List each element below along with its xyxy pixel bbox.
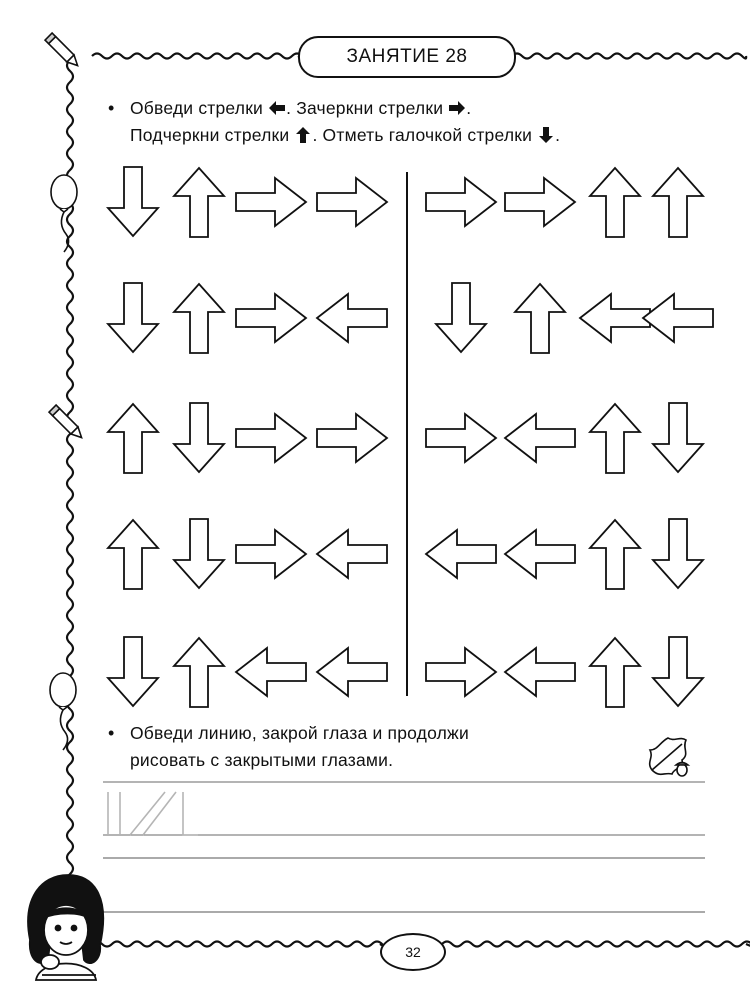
arrow-left-icon [317, 294, 387, 342]
arrow-down-icon [174, 403, 224, 472]
arrow-up-icon [590, 520, 640, 589]
task2-line2: рисовать с закрытыми глазами. [130, 750, 394, 770]
arrow-right-icon [426, 648, 496, 696]
instr-check-text: . Отметь галочкой стрелки [312, 125, 533, 145]
arrow-left-icon [643, 294, 713, 342]
instr-underline-text: Подчеркни стрелки [130, 125, 290, 145]
bullet: • [108, 723, 115, 743]
arrow-down-icon [174, 519, 224, 588]
arrow-left-icon [317, 530, 387, 578]
arrow-up-icon [174, 284, 224, 353]
lesson-title: ЗАНЯТИЕ 28 [298, 36, 516, 78]
arrow-left-icon [317, 648, 387, 696]
arrow-up-icon [590, 638, 640, 707]
arrow-down-icon [108, 283, 158, 352]
arrow-left-icon [505, 414, 575, 462]
arrow-up-icon [174, 638, 224, 707]
arrow-down-icon [436, 283, 486, 352]
arrow-up-icon [174, 168, 224, 237]
arrow-right-icon [505, 178, 575, 226]
arrow-up-icon [108, 520, 158, 589]
arrow-right-icon [426, 178, 496, 226]
arrow-up-icon [108, 404, 158, 473]
instr-period: . [555, 125, 561, 145]
arrow-right-icon [426, 414, 496, 462]
arrow-left-icon [580, 294, 650, 342]
arrow-right-icon [236, 530, 306, 578]
instr-cross-text: . Зачеркни стрелки [286, 98, 444, 118]
task2-line1: Обведи линию, закрой глаза и продолжи [130, 723, 469, 743]
arrow-up-icon [590, 404, 640, 473]
task2-instructions [108, 720, 469, 774]
instr-period: . [466, 98, 472, 118]
arrow-right-icon [317, 414, 387, 462]
arrow-up-icon [653, 168, 703, 237]
instr-circle-text: Обведи стрелки [130, 98, 264, 118]
arrow-down-icon [653, 637, 703, 706]
page-number: 32 [380, 933, 446, 971]
arrow-left-icon [426, 530, 496, 578]
arrow-left-icon [505, 530, 575, 578]
arrow-down-icon [653, 519, 703, 588]
arrow-down-icon [653, 403, 703, 472]
arrow-right-icon [236, 414, 306, 462]
arrow-up-icon [590, 168, 640, 237]
bullet: • [108, 98, 115, 118]
arrow-left-icon [505, 648, 575, 696]
arrow-right-icon [236, 178, 306, 226]
arrow-down-icon [108, 167, 158, 236]
arrow-up-icon [515, 284, 565, 353]
arrow-down-icon [108, 637, 158, 706]
arrow-right-icon [317, 178, 387, 226]
arrow-left-icon [236, 648, 306, 696]
arrow-right-icon [236, 294, 306, 342]
